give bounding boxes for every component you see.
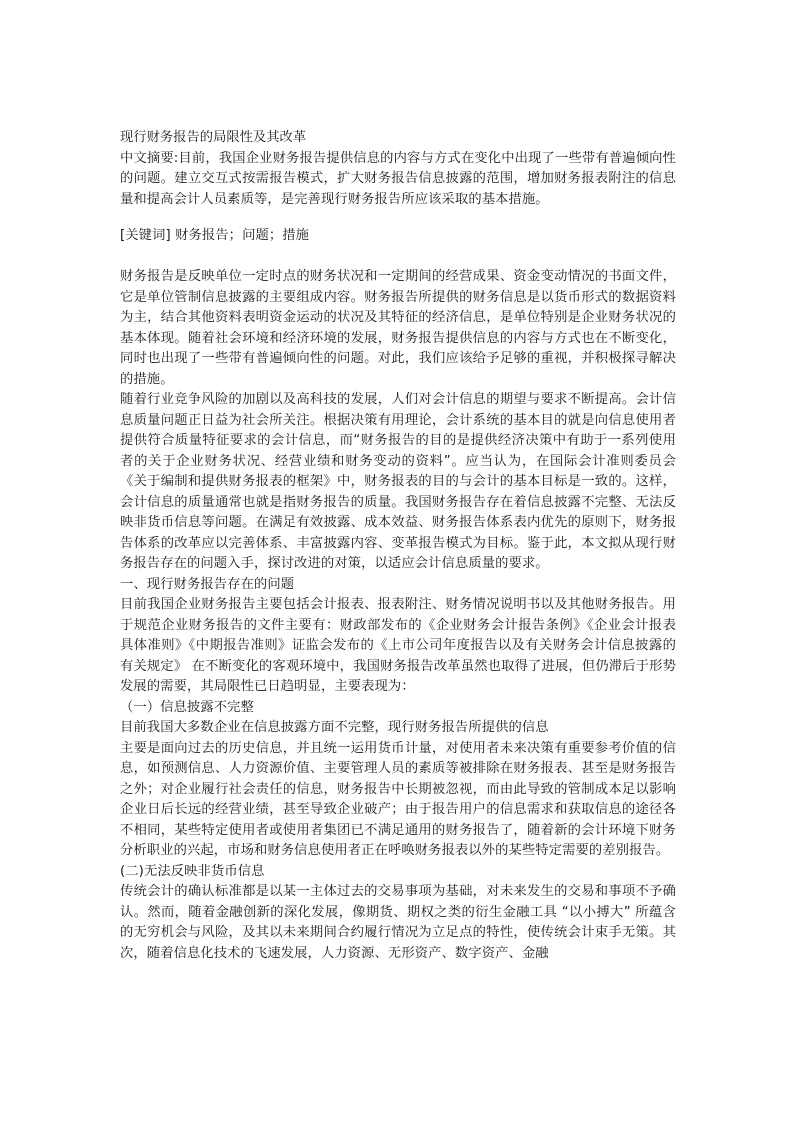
document-title: 现行财务报告的局限性及其改革: [120, 130, 307, 145]
spacer: [120, 247, 676, 268]
document-body: [120, 128, 676, 964]
subsection-2-paragraph: 传统会计的确认标准都是以某一主体过去的交易事项为基础，对未来发生的交易和事项不予确认。然而，随着金融创新的深化发展，像期货、期权之类的衍生金融工具 “以小搏大” 所蕴含的无穷机会与风险，及其以未来期间合约履行情况为立足点的特性，使传统会计束手无策。其次，随着信息化技术的飞速发展，人力资源、无形资产、数字资产、金融: [120, 884, 676, 961]
section-heading-1: 一、现行财务报告存在的问题: [120, 576, 295, 592]
subsection-heading-2: (二)无法反映非货币信息: [120, 863, 265, 879]
abstract-paragraph: 中文摘要:目前，我国企业财务报告提供信息的内容与方式在变化中出现了一些带有普遍倾向性的问题。建立交互式按需报告模式，扩大财务报告信息披露的范围，增加财务报表附注的信息量和提高会计人员素质等，是完善现行财务报告所应该采取的基本措施。: [120, 150, 676, 207]
subsection-1-paragraph: 主要是面向过去的历史信息，并且统一运用货币计量，对使用者未来决策有重要参考价值的信息，如预测信息、人力资源价值、主要管理人员的素质等被排除在财务报表、甚至是财务报告之外；对企业履行社会责任的信息，财务报告中长期被忽视，而由此导致的管制成本足以影响企业日后长远的经营业绩，甚至导致企业破产；由于报告用户的信息需求和获取信息的途径各不相同，某些特定使用者或使用者集团已不满足通用的财务报告了，随着新的会计环境下财务分析职业的兴起，市场和财务信息使用者正在呼唤财务报表以外的某些特定需要的差别报告。: [120, 740, 676, 858]
intro-paragraph-2: 随着行业竞争风险的加剧以及高科技的发展，人们对会计信息的期望与要求不断提高。会计信息质量问题正日益为社会所关注。根据决策有用理论，会计系统的基本目的就是向信息使用者提供符合质量特征要求的会计信息，而“财务报告的目的是提供经济决策中有助于一系列使用者的关于企业财务状况、经营业绩和财务变动的资料”。应当认为，在国际会计准则委员会《关于编制和提供财务报表的框架》中，财务报表的目的与会计的基本目标是一致的。这样，会计信息的质量通常也就是指财务报告的质量。我国财务报告存在着信息披露不完整、无法反映非货币信息等问题。在满足有效披露、成本效益、财务报告体系表内优先的原则下，财务报告体系的改革应以完善体系、丰富披露内容、变革报告模式为目标。鉴于此，本文拟从现行财务报告存在的问题入手，探讨改进的对策，以适应会计信息质量的要求。: [120, 392, 676, 571]
intro-paragraph-1: 财务报告是反映单位一定时点的财务状况和一定期间的经营成果、资金变动情况的书面文件，它是单位管制信息披露的主要组成内容。财务报告所提供的财务信息是以货币形式的数据资料为主，结合其他资料表明资金运动的状况及其特征的经济信息，是单位特别是企业财务状况的基本体现。随着社会环境和经济环境的发展，财务报告提供信息的内容与方式也在不断变化，同时也出现了一些带有普遍倾向性的问题。对此，我们应该给予足够的重视，并积极探寻解决的措施。: [120, 269, 676, 387]
subsection-heading-1: （一）信息披露不完整: [120, 699, 254, 715]
subsection-1-lead: 目前我国大多数企业在信息披露方面不完整，现行财务报告所提供的信息: [120, 720, 549, 735]
keywords-line: [关键词] 财务报告；问题；措施: [120, 228, 310, 243]
spacer: [120, 210, 676, 226]
section-1-paragraph: 目前我国企业财务报告主要包括会计报表、报表附注、财务情况说明书以及其他财务报告。用于规范企业财务报告的文件主要有：财政部发布的《企业财务会计报告条例》《企业会计报表具体准则》《中期报告准则》证监会发布的《上市公司年度报告以及有关财务会计信息披露的有关规定》 在不断变化的客观环境中，我国财务报告改革虽然也取得了进展，但仍滞后于形势发展的需要，其局限性已日趋明显，主要表现为：: [120, 597, 676, 694]
